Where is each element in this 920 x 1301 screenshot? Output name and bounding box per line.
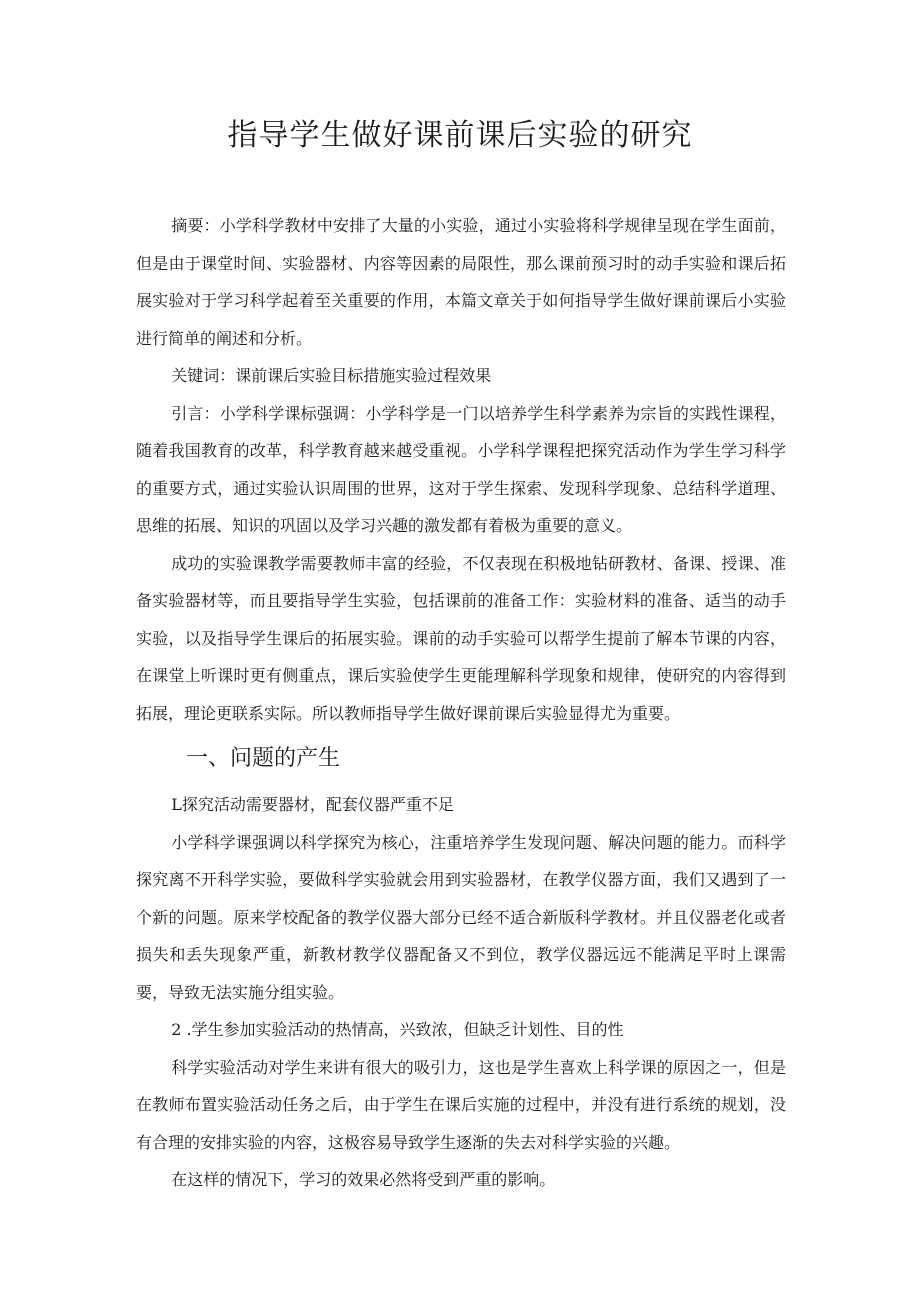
introduction-paragraph: 引言：小学科学课标强调：小学科学是一门以培养学生科学素养为宗旨的实践性课程，随着我国教育的改革，科学教育越来越受重视。小学科学课程把探究活动作为学生学习科学的重要方式，通过实验认识周围的世界，这对于学生探索、发现科学现象、总结科学道理、思维的拓展、知识的巩固以及学习兴趣的激发都有着极为重要的意义。 — [136, 403, 786, 535]
abstract-paragraph: 摘要：小学科学教材中安排了大量的小实验，通过小实验将科学规律呈现在学生面前，但是由于课堂时间、实验器材、内容等因素的局限性，那么课前预习时的动手实验和课后拓展实验对于学习科学起着至关重要的作用，本篇文章关于如何指导学生做好课前课后小实验进行简单的阐述和分析。 — [136, 216, 786, 348]
keywords-paragraph: 关键词：课前课后实验目标措施实验过程效果 — [171, 366, 492, 385]
subsection-heading-1: L探究活动需要器材，配套仪器严重不足 — [171, 795, 454, 814]
subsection-1-paragraph: 小学科学课强调以科学探究为核心，注重培养学生发现问题、解决问题的能力。而科学探究离不开科学实验，要做科学实验就会用到实验器材，在教学仪器方面，我们又遇到了一个新的问题。原来学校配备的教学仪器大部分已经不适合新版科学教材。并且仪器老化或者损失和丢失现象严重，新教材教学仪器配备又不到位，教学仪器远远不能满足平时上课需要，导致无法实施分组实验。 — [136, 832, 786, 1002]
body-paragraph: 成功的实验课教学需要教师丰富的经验，不仅表现在积极地钻研教材、备课、授课、准备实验器材等，而且要指导学生实验，包括课前的准备工作：实验材料的准备、适当的动手实验，以及指导学生课后的拓展实验。课前的动手实验可以帮学生提前了解本节课的内容，在课堂上听课时更有侧重点，课后实验使学生更能理解科学现象和规律，使研究的内容得到拓展，理论更联系实际。所以教师指导学生做好课前课后实验显得尤为重要。 — [136, 553, 786, 723]
subsection-2-paragraph: 科学实验活动对学生来讲有很大的吸引力，这也是学生喜欢上科学课的原因之一，但是在教师布置实验活动任务之后，由于学生在课后实施的过程中，并没有进行系统的规划，没有合理的安排实验的内容，这极容易导致学生逐渐的失去对科学实验的兴趣。 — [136, 1057, 786, 1152]
closing-paragraph: 在这样的情况下，学习的效果必然将受到严重的影响。 — [171, 1170, 556, 1189]
subsection-heading-2: 2 .学生参加实验活动的热情高，兴致浓，但缺乏计划性、目的性 — [171, 1020, 624, 1039]
section-heading: 一、问题的产生 — [186, 746, 341, 771]
document-title: 指导学生做好课前课后实验的研究 — [227, 118, 693, 153]
document-body — [136, 207, 786, 1199]
